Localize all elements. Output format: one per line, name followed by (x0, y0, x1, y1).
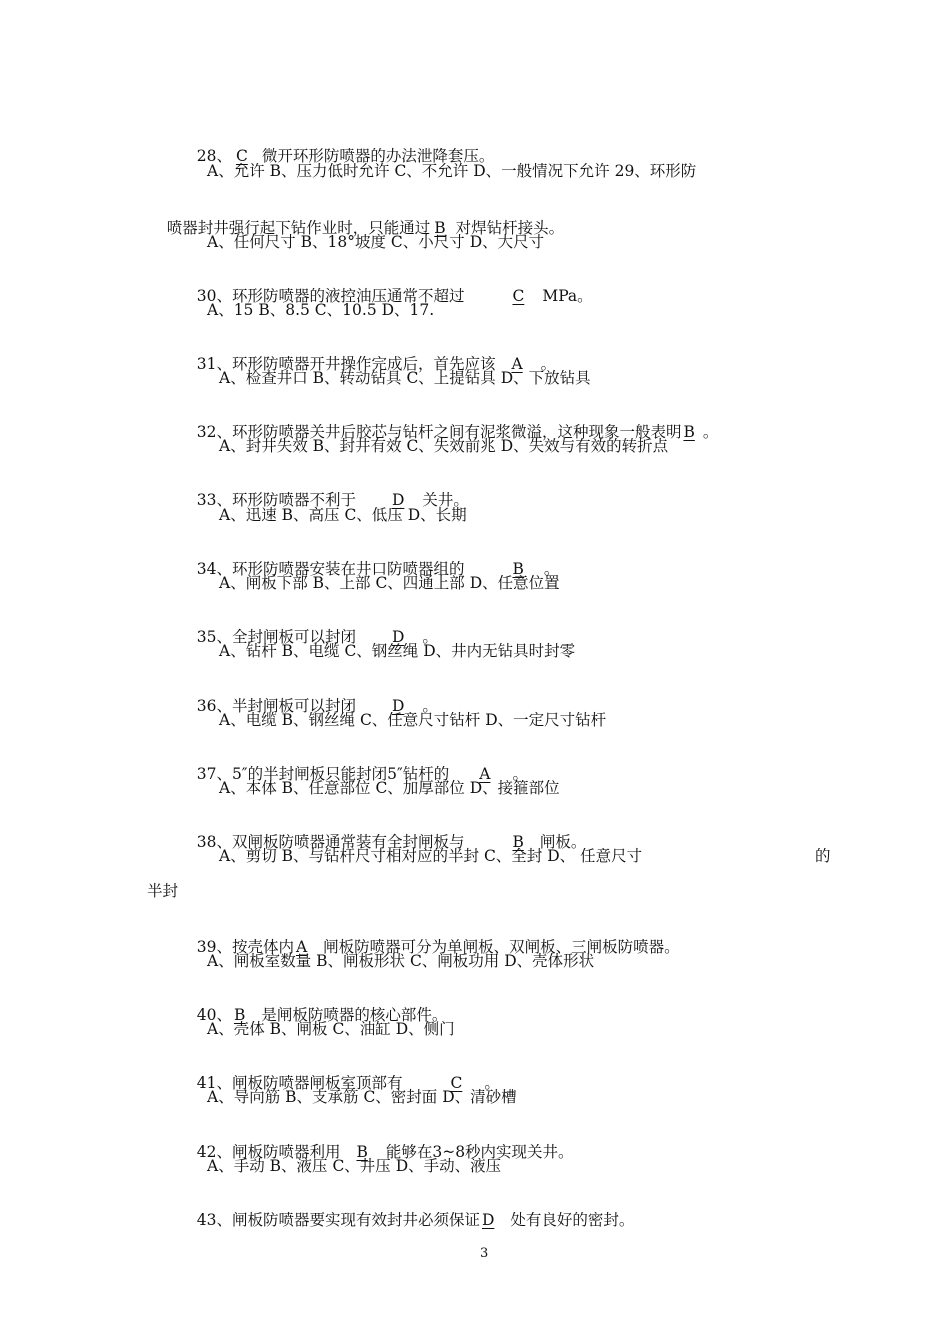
q-text: 。 (540, 355, 557, 373)
q-text: 35、全封闸板可以封闭 (196, 628, 356, 646)
options-42: A、手动 B、液压 C、井压 D、手动、液压 (207, 1157, 502, 1175)
q-text: 32、环形防喷器关井后胶芯与钻杆之间有泥浆微溢，这种现象一般表明 (196, 423, 682, 441)
options-29: A、任何尺寸 B、18°坡度 C、小尺寸 D、大尺寸 (207, 233, 545, 251)
q-text: 33、环形防喷器不利于 (196, 491, 356, 509)
answer-blank: B (434, 219, 446, 237)
q-text: 42、闸板防喷器利用 (196, 1143, 341, 1161)
options-41: A、导向筋 B、支承筋 C、密封面 D、清砂槽 (207, 1088, 517, 1106)
answer-blank: D (391, 628, 405, 646)
q-text: 38、双闸板防喷器通常装有全封闸板与 (196, 833, 465, 851)
q-text: 。 (422, 697, 438, 715)
answer-blank: A (479, 765, 491, 783)
q-text: 处有良好的密封。 (510, 1211, 635, 1229)
q-text: 关井。 (422, 491, 469, 509)
q-text: 41、闸板防喷器闸板室顶部有 (196, 1074, 403, 1092)
q-text: 43、闸板防喷器要实现有效封井必须保证 (196, 1211, 480, 1229)
q-text: 微开环形防喷器的办法泄降套压。 (261, 147, 495, 165)
options-31: A、检查井口 B、转动钻具 C、上提钻具 D、下放钻具 (219, 369, 591, 387)
options-36: A、电缆 B、钢丝绳 C、任意尺寸钻杆 D、一定尺寸钻杆 (219, 711, 607, 729)
answer-blank: C (235, 147, 248, 165)
answer-blank: B (233, 1006, 246, 1024)
q-number: 28、 (196, 147, 232, 165)
options-38-cont: 半封 (147, 882, 179, 900)
q-text: MPa。 (542, 287, 593, 305)
answer-blank: D (391, 697, 405, 715)
question-43 (177, 1190, 634, 1250)
page-number: 3 (480, 1246, 489, 1261)
q-text: 40、 (196, 1006, 232, 1024)
q-text: 36、半封闸板可以封闭 (196, 697, 356, 715)
options-30: A、15 B、8.5 C、10.5 D、17. (207, 301, 435, 319)
answer-blank: B (356, 1143, 368, 1161)
q-text: 是闸板防喷器的核心部件。 (261, 1006, 448, 1024)
q-text: 。 (512, 765, 528, 783)
answer-blank: B (683, 423, 695, 441)
options-39: A、闸板室数量 B、闸板形状 C、闸板功用 D、壳体形状 (207, 952, 595, 970)
options-34: A、闸板下部 B、上部 C、四通上部 D、任意位置 (219, 574, 560, 592)
options-35: A、钻杆 B、电缆 C、钢丝绳 D、井内无钻具时封零 (219, 642, 576, 660)
options-38-suffix: 的 (815, 847, 831, 865)
answer-blank: C (450, 1074, 463, 1092)
q-text: 。 (484, 1074, 500, 1092)
q-text: 对焊钻杆接头。 (455, 219, 565, 237)
answer-blank: B (512, 560, 524, 578)
q-text: 。 (702, 423, 719, 441)
options-40: A、壳体 B、闸板 C、油缸 D、侧门 (207, 1020, 455, 1038)
answer-blank: A (295, 938, 308, 956)
q-text: 闸板。 (539, 833, 587, 851)
q-text: 能够在3~8秒内实现关井。 (385, 1143, 574, 1161)
options-28: A、允许 B、压力低时允许 C、不允许 D、一般情况下允许 29、环形防 (207, 162, 697, 180)
options-32: A、封井失效 B、封井有效 C、失效前兆 D、失效与有效的转折点 (219, 437, 669, 455)
q-text: 30、环形防喷器的液控油压通常不超过 (196, 287, 465, 305)
q-text: 闸板防喷器可分为单闸板、双闸板、三闸板防喷器。 (323, 938, 680, 956)
q-text: 喷器封井强行起下钻作业时，只能通过 (166, 219, 431, 237)
q-text: 34、环形防喷器安装在井口防喷器组的 (196, 560, 465, 578)
answer-blank: A (511, 355, 523, 373)
q-text: 39、按壳体内 (196, 938, 294, 956)
q-text: 。 (422, 628, 438, 646)
q-text: 31、环形防喷器开井操作完成后，首先应该 (196, 355, 496, 373)
answer-blank: D (481, 1211, 495, 1229)
options-38: A、剪切 B、与钻杆尺寸相对应的半封 C、全封 D、 任意尺寸 (219, 847, 643, 865)
options-33: A、迅速 B、高压 C、低压 D、长期 (219, 506, 467, 524)
q-text: 37、5″的半封闸板只能封闭5″钻杆的 (196, 765, 450, 783)
q-text: 。 (543, 560, 560, 578)
answer-blank: B (512, 833, 524, 851)
options-37: A、本体 B、任意部位 C、加厚部位 D、接箍部位 (219, 779, 560, 797)
answer-blank: D (391, 491, 405, 509)
answer-blank: C (512, 287, 525, 305)
